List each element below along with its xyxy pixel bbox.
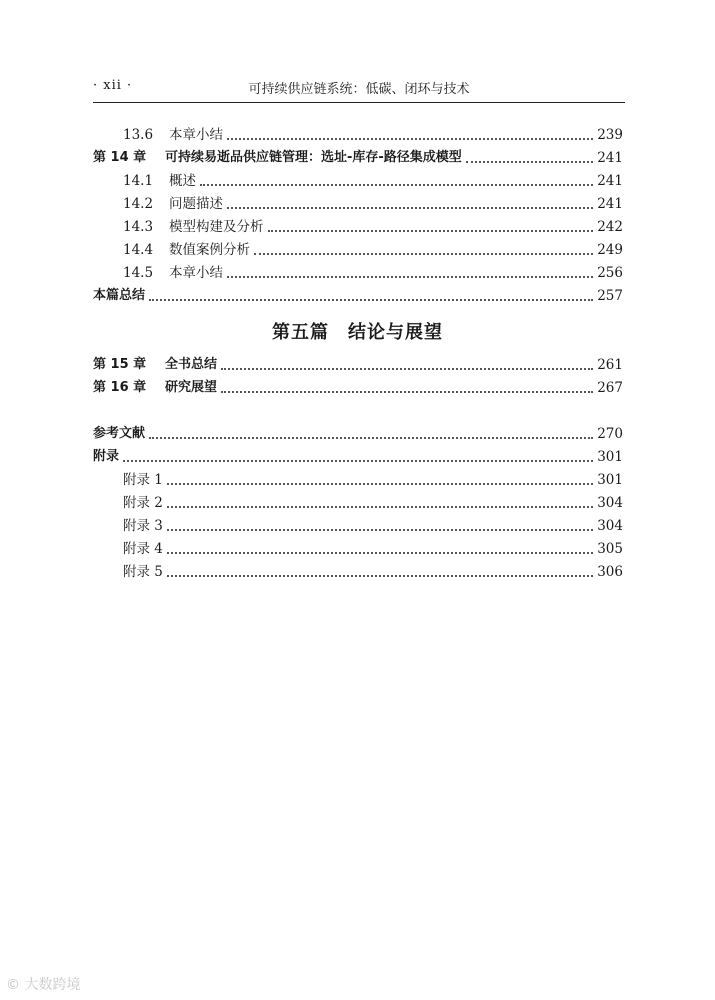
toc-entry-14-1[interactable] — [123, 170, 623, 192]
toc-entry-appendix-1[interactable] — [123, 469, 623, 491]
page-number: · xii · — [93, 78, 133, 93]
toc-page-number: 257 — [597, 288, 623, 304]
toc-entry-appendix-3[interactable] — [123, 515, 623, 537]
toc-chapter-number: 第 15 章 — [93, 357, 147, 372]
toc-page-number: 301 — [597, 449, 623, 465]
dot-leader — [167, 551, 593, 554]
toc-entry-title: 附录 — [93, 449, 120, 464]
toc-section-number: 14.3 — [123, 219, 154, 235]
toc-entry-title: 本篇总结 — [93, 288, 146, 303]
toc-entry-14-3[interactable] — [123, 216, 623, 238]
toc-chapter-number: 第 16 章 — [93, 380, 147, 395]
toc-entry-appendix[interactable] — [93, 446, 623, 468]
toc-section-number: 14.4 — [123, 242, 154, 258]
dot-leader — [149, 298, 593, 301]
toc-chapter-number: 第 14 章 — [93, 150, 147, 165]
dot-leader — [200, 183, 593, 186]
toc-page-number: 270 — [597, 426, 623, 442]
toc-page-number: 241 — [597, 150, 623, 166]
toc-page-number: 239 — [597, 127, 623, 143]
toc-entry-title: 可持续易逝品供应链管理：选址-库存-路径集成模型 — [165, 150, 462, 165]
toc-entry-title: 附录 2 — [123, 495, 163, 511]
toc-entry-title: 附录 4 — [123, 541, 163, 557]
toc-entry-references[interactable] — [93, 423, 623, 445]
toc-entry-title: 模型构建及分析 — [169, 219, 264, 235]
toc-entry-title: 附录 5 — [123, 564, 163, 580]
toc-entry-title: 研究展望 — [165, 380, 218, 395]
dot-leader — [268, 229, 594, 232]
toc-entry-14-5[interactable] — [123, 262, 623, 284]
toc-page-number: 301 — [597, 472, 623, 488]
toc-entry-title: 问题描述 — [169, 196, 223, 212]
toc-entry-title: 参考文献 — [93, 426, 146, 441]
toc-page-number: 267 — [597, 380, 623, 396]
toc-entry-chapter-16[interactable] — [93, 377, 623, 399]
toc-entry-14-2[interactable] — [123, 193, 623, 215]
dot-leader — [227, 275, 593, 278]
dot-leader — [466, 160, 593, 163]
toc-page-number: 249 — [597, 242, 623, 258]
running-header — [93, 76, 625, 103]
toc-page-number: 241 — [597, 173, 623, 189]
toc-section-number: 13.6 — [123, 127, 154, 143]
toc-entry-part-summary[interactable] — [93, 285, 623, 307]
dot-leader — [123, 459, 593, 462]
toc-entry-title: 概述 — [169, 173, 196, 189]
dot-leader — [167, 482, 593, 485]
toc-page-number: 306 — [597, 564, 623, 580]
watermark — [6, 974, 80, 994]
toc-entry-appendix-4[interactable] — [123, 538, 623, 560]
toc-entry-chapter-15[interactable] — [93, 354, 623, 376]
dot-leader — [227, 137, 593, 140]
toc-entry-title: 数值案例分析 — [169, 242, 250, 258]
toc-page-number: 261 — [597, 357, 623, 373]
dot-leader — [167, 505, 593, 508]
toc-page-number: 304 — [597, 518, 623, 534]
toc-page-number: 304 — [597, 495, 623, 511]
dot-leader — [167, 528, 593, 531]
toc-page-number: 256 — [597, 265, 623, 281]
toc-entry-13-6[interactable] — [123, 124, 623, 146]
dot-leader — [254, 252, 593, 255]
toc-section-number: 14.2 — [123, 196, 154, 212]
watermark-logo-icon: © — [6, 977, 20, 993]
toc-section-number: 14.5 — [123, 265, 154, 281]
toc-entry-title: 全书总结 — [165, 357, 218, 372]
part-heading: 第五篇 结论与展望 — [272, 322, 443, 343]
watermark-text: 大数跨境 — [24, 977, 81, 993]
toc-page-number: 305 — [597, 541, 623, 557]
toc-entry-title: 附录 3 — [123, 518, 163, 534]
dot-leader — [227, 206, 593, 209]
dot-leader — [167, 574, 593, 577]
toc-page-number: 242 — [597, 219, 623, 235]
toc-entry-appendix-5[interactable] — [123, 561, 623, 583]
dot-leader — [149, 436, 593, 439]
toc-page-number: 241 — [597, 196, 623, 212]
toc-section-number: 14.1 — [123, 173, 154, 189]
toc-entry-14-4[interactable] — [123, 239, 623, 261]
toc-entry-title: 附录 1 — [123, 472, 163, 488]
toc-entry-chapter-14[interactable] — [93, 147, 623, 169]
book-title: 可持续供应链系统：低碳、闭环与技术 — [248, 82, 470, 97]
toc-entry-appendix-2[interactable] — [123, 492, 623, 514]
dot-leader — [221, 367, 593, 370]
toc-entry-title: 本章小结 — [169, 127, 223, 143]
dot-leader — [221, 390, 593, 393]
toc-entry-title: 本章小结 — [169, 265, 223, 281]
